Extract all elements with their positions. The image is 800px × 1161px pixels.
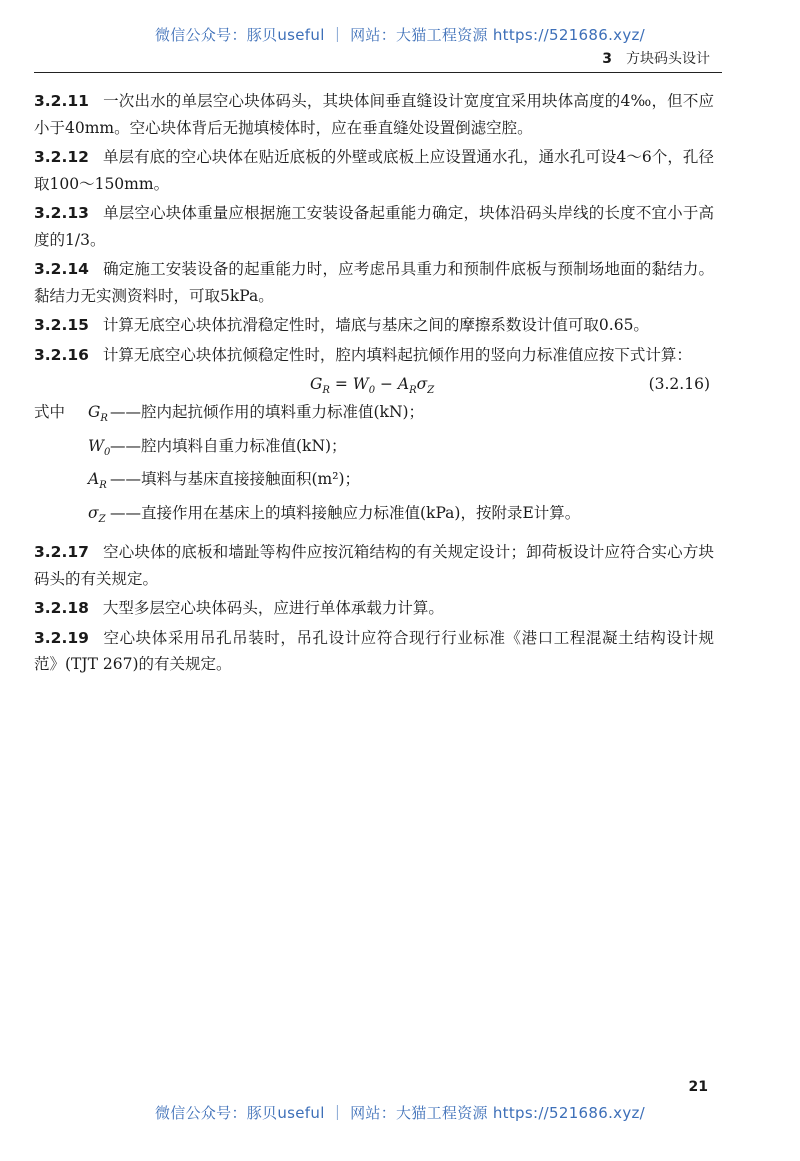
clause-text: 空心块体采用吊孔吊装时，吊孔设计应符合现行行业标准《港口工程混凝土结构设计规范》(TJT 267)的有关规定。 — [34, 628, 714, 674]
symbol-definitions — [34, 399, 714, 533]
clause-number: 3.2.16 — [34, 345, 89, 364]
formula-number: (3.2.16) — [648, 375, 710, 393]
clause-3-2-18 — [34, 595, 714, 622]
definition-row — [34, 466, 714, 500]
definition-text: ——腔内填料自重力标准值(kN)； — [110, 436, 347, 455]
definition-symbol: $G_R$ — [88, 403, 108, 425]
definition-row — [34, 433, 714, 467]
formula-expression: $G_R = W_0 - A_R\sigma_Z$ — [310, 375, 435, 397]
clause-3-2-17 — [34, 539, 714, 592]
definition-text: ——填料与基床直接接触面积(m²)； — [110, 470, 361, 489]
running-header — [602, 48, 710, 68]
definition-row — [34, 500, 714, 534]
clause-number: 3.2.15 — [34, 316, 89, 334]
watermark-top: 微信公众号：豚贝useful ｜ 网站：大猫工程资源 https://521686.xyz/ — [154, 26, 646, 44]
clause-text: 确定施工安装设备的起重能力时，应考虑吊具重力和预制件底板与预制场地面的黏结力。黏结力无实测资料时，可取5kPa。 — [34, 260, 714, 305]
clause-number: 3.2.19 — [34, 628, 89, 647]
clause-3-2-12 — [34, 144, 714, 197]
clause-3-2-14 — [34, 256, 714, 309]
clause-3-2-11 — [34, 88, 714, 141]
clause-text: 单层有底的空心块体在贴近底板的外壁或底板上应设置通水孔，通水孔可设4～6个，孔径取100～150mm。 — [34, 148, 714, 193]
clause-number: 3.2.18 — [34, 599, 89, 618]
clause-text: 单层空心块体重量应根据施工安装设备起重能力确定，块体沿码头岸线的长度不宜小于高度的1/3。 — [34, 204, 714, 249]
clause-text: 一次出水的单层空心块体码头，其块体间垂直缝设计宽度宜采用块体高度的4‰，但不应小于40mm。空心块体背后无抛填棱体时，应在垂直缝处设置倒滤空腔。 — [34, 92, 714, 137]
definition-symbol: $\sigma_Z$ — [88, 503, 106, 525]
clause-3-2-15 — [34, 312, 714, 339]
clause-number: 3.2.12 — [34, 148, 89, 166]
definition-symbol: $W_0$ — [88, 436, 111, 458]
clause-number: 3.2.14 — [34, 260, 89, 278]
formula-3-2-16 — [34, 371, 714, 399]
clause-3-2-19 — [34, 625, 714, 678]
clause-3-2-16 — [34, 342, 714, 369]
definition-intro: 式中 — [34, 403, 66, 421]
chapter-title: 方块码头设计 — [626, 51, 710, 67]
clause-text: 空心块体的底板和墙趾等构件应按沉箱结构的有关规定设计；卸荷板设计应符合实心方块码头的有关规定。 — [34, 543, 714, 588]
clause-text: 计算无底空心块体抗滑稳定性时，墙底与基床之间的摩擦系数设计值可取0.65。 — [102, 316, 649, 334]
clause-number: 3.2.11 — [34, 92, 89, 110]
definition-text: ——直接作用在基床上的填料接触应力标准值(kPa)，按附录E计算。 — [110, 503, 581, 522]
definition-text: ——腔内起抗倾作用的填料重力标准值(kN)； — [110, 403, 425, 421]
clause-number: 3.2.17 — [34, 543, 89, 562]
page-number: 21 — [688, 1079, 708, 1095]
page-body — [34, 88, 714, 681]
clause-text: 大型多层空心块体码头，应进行单体承载力计算。 — [102, 599, 444, 618]
watermark-bottom: 微信公众号：豚贝useful ｜ 网站：大猫工程资源 https://521686.xyz/ — [154, 1104, 646, 1122]
clause-3-2-13 — [34, 200, 714, 253]
header-rule — [34, 72, 722, 73]
definition-symbol: $A_R$ — [88, 470, 107, 492]
clause-text: 计算无底空心块体抗倾稳定性时，腔内填料起抗倾作用的竖向力标准值应按下式计算： — [102, 345, 692, 364]
chapter-number: 3 — [602, 51, 612, 67]
clause-number: 3.2.13 — [34, 204, 89, 222]
